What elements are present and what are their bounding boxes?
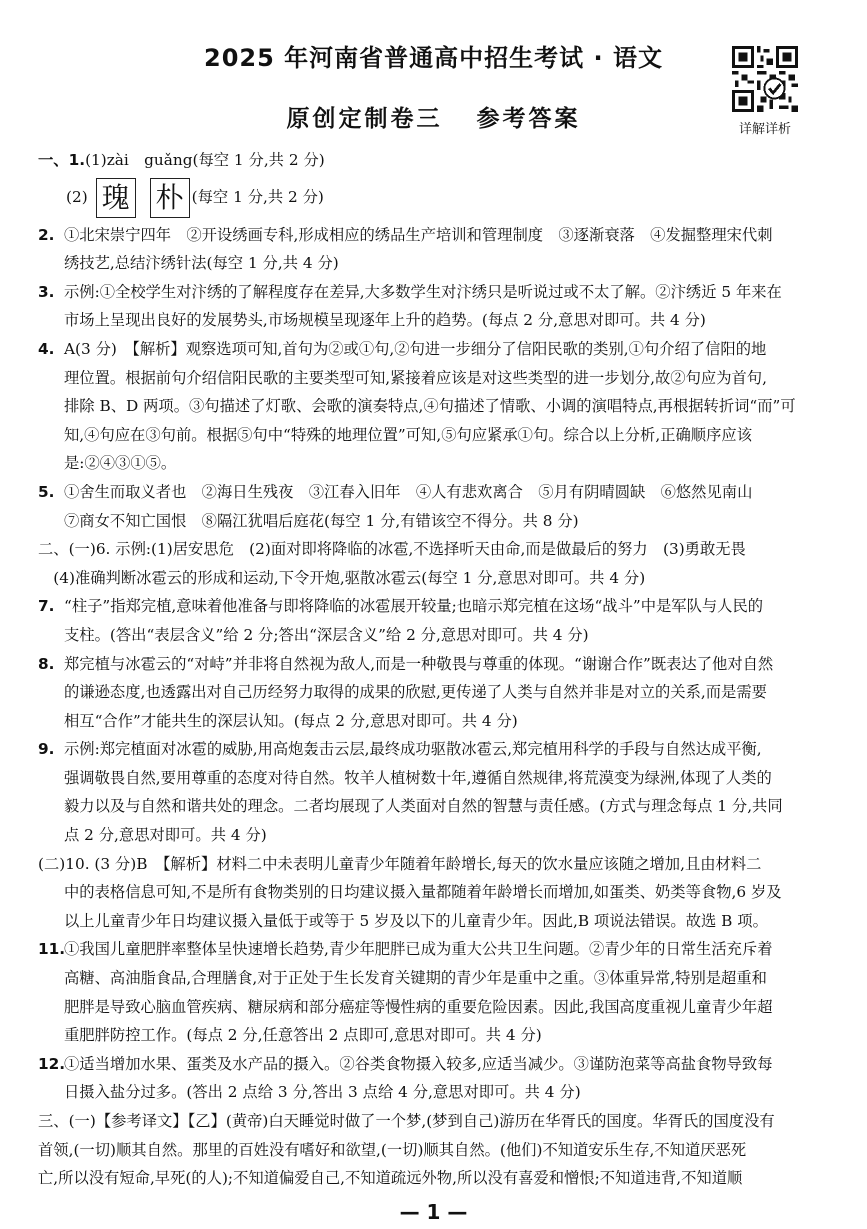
char-correction-row <box>38 175 810 221</box>
answer-line: 理位置。根据前句介绍信阳民歌的主要类型可知,紧接着应该是对这些类型的进一步划分,故②句应为首句, <box>64 368 767 387</box>
answer-line: 示例:①全校学生对汴绣的了解程度存在差异,大多数学生对汴绣只是听说过或不太了解。②汴绣近 5 年来在 <box>64 282 782 301</box>
answer-line: ①舍生而取义者也 ②海日生残夜 ③江春入旧年 ④人有悲欢离合 ⑤月有阴晴圆缺 ⑥悠然见南山 <box>64 482 753 501</box>
item-number: 一、1. <box>38 151 86 169</box>
answer-line: 首领,(一切)顺其自然。那里的百姓没有嗜好和欲望,(一切)顺其自然。(他们)不知道安乐生存,不知道厌恶死 <box>38 1140 747 1159</box>
paper-title-right: 参考答案 <box>476 106 581 132</box>
answer-item-3 <box>38 278 810 335</box>
answer-item-4 <box>38 335 810 478</box>
answer-item-1 <box>38 146 810 221</box>
item-number: 8. <box>38 654 55 673</box>
answer-line: 绣技艺,总结汴绣针法(每空 1 分,共 4 分) <box>64 254 339 273</box>
answer-line: 郑完植与冰雹云的“对峙”并非将自然视为敌人,而是一种敬畏与尊重的体现。“谢谢合作”既表达了他对自然 <box>64 654 774 673</box>
answer-line: 亡,所以没有短命,早死(的人);不知道偏爱自己,不知道疏远外物,所以没有喜爱和憎恨;不知道违背,不知道顺 <box>38 1169 743 1188</box>
answer-item-12 <box>38 1050 810 1107</box>
answer-line: 重肥胖防控工作。(每点 2 分,任意答出 2 点即可,意思对即可。共 4 分) <box>64 1026 542 1045</box>
answer-line: 三、(一)【参考译文】【乙】(黄帝)白天睡觉时做了一个梦,(梦到自己)游历在华胥氏的国度。华胥氏的国度没有 <box>38 1112 775 1130</box>
answer-line: 示例:郑完植面对冰雹的威胁,用高炮轰击云层,最终成功驱散冰雹云,郑完植用科学的手段与自然达成平衡, <box>64 740 762 759</box>
answer-line: ①适当增加水果、蛋类及水产品的摄入。②谷类食物摄入较多,应适当减少。③谨防泡菜等高盐食物导致每 <box>64 1054 773 1073</box>
answer-content <box>38 146 810 1193</box>
item-number: 12. <box>38 1054 66 1073</box>
answer-line: 支柱。(答出“表层含义”给 2 分;答出“深层含义”给 2 分,意思对即可。共 4 分) <box>64 625 589 644</box>
qr-caption: 详解详析 <box>738 122 791 137</box>
answer-line: 排除 B、D 两项。③句描述了灯歌、会歌的演奏特点,④句描述了情歌、小调的演唱特点,再根据转折词“而”可 <box>64 397 796 416</box>
item-number: 9. <box>38 740 55 759</box>
answer-line: 相互“合作”才能共生的深层认知。(每点 2 分,意思对即可。共 4 分) <box>64 711 518 730</box>
item-number: 2. <box>38 225 55 244</box>
answer-line: 是:②④③①⑤。 <box>64 454 177 473</box>
answer-line: (4)准确判断冰雹云的形成和运动,下令开炮,驱散冰雹云(每空 1 分,意思对即可。共 4 分) <box>38 568 646 587</box>
answer-line: (二)10. (3 分)B 【解析】材料二中未表明儿童青少年随着年龄增长,每天的饮水量应该随之增加,且由材料二 <box>38 854 762 873</box>
answer-line: “柱子”指郑完植,意味着他准备与即将降临的冰雹展开较量;也暗示郑完植在这场“战斗”中是军队与人民的 <box>64 597 764 616</box>
answer-line: 点 2 分,意思对即可。共 4 分) <box>64 826 267 845</box>
item-number: 4. <box>38 339 55 358</box>
answer-line: 强调敬畏自然,要用尊重的态度对待自然。牧羊人植树数十年,遵循自然规律,将荒漠变为绿洲,体现了人类的 <box>64 768 772 787</box>
answer-item-11 <box>38 935 810 1049</box>
answer-line: 日摄入盐分过多。(答出 2 点给 3 分,答出 3 点给 4 分,意思对即可。共 4 分) <box>64 1083 581 1102</box>
answer-line: 二、(一)6. 示例:(1)居安思危 (2)面对即将降临的冰雹,不选择听天由命,而是做最后的努力 (3)勇敢无畏 <box>38 540 746 559</box>
answer-item-9 <box>38 735 810 849</box>
answer-line: ⑦商女不知亡国恨 ⑧隔江犹唱后庭花(每空 1 分,有错该空不得分。共 8 分) <box>64 511 579 530</box>
answer-item-13 <box>38 1107 810 1193</box>
item-number: 5. <box>38 482 55 501</box>
answer-line: 肥胖是导致心脑血管疾病、糖尿病和部分癌症等慢性病的重要危险因素。因此,我国高度重视儿童青少年超 <box>64 997 773 1016</box>
paper-title-left: 原创定制卷三 <box>286 106 443 132</box>
char-box: 瑰 <box>96 178 136 218</box>
answer-line: 市场上呈现出良好的发展势头,市场规模呈现逐年上升的趋势。(每点 2 分,意思对即可。共 4 分) <box>64 311 706 330</box>
page-number: — 1 — <box>399 1200 468 1224</box>
answer-item-5 <box>38 478 810 535</box>
answer-item-7 <box>38 592 810 649</box>
answer-item-10 <box>38 850 810 936</box>
answer-line: 中的表格信息可知,不是所有食物类别的日均建议摄入量都随着年龄增长而增加,如蛋类、奶类等食物,6 岁及 <box>64 883 782 902</box>
score-note: (每空 1 分,共 2 分) <box>191 188 324 207</box>
answer-line: ①北宋崇宁四年 ②开设绣画专科,形成相应的绣品生产培训和管理制度 ③逐渐衰落 ④发掘整理宋代刺 <box>64 225 773 244</box>
answer-item-2 <box>38 221 810 278</box>
answer-item-8 <box>38 650 810 736</box>
answer-text: (1)zài guǎng(每空 1 分,共 2 分) <box>85 151 325 169</box>
item-number: 3. <box>38 282 55 301</box>
item-number: 7. <box>38 597 55 616</box>
answer-line: 高糖、高油脂食品,合理膳食,对于正处于生长发育关键期的青少年是重中之重。③体重异常,特别是超重和 <box>64 969 767 988</box>
exam-title: 2025 年河南省普通高中招生考试 · 语文 <box>204 44 663 72</box>
answer-item-6 <box>38 535 810 592</box>
answer-line: 以上儿童青少年日均建议摄入量低于或等于 5 岁及以下的儿童青少年。因此,B 项说法错误。故选 B 项。 <box>64 911 768 930</box>
answer-line: 知,④句应在③句前。根据⑤句中“特殊的地理位置”可知,⑤句应紧承①句。综合以上分析,正确顺序应该 <box>64 425 752 444</box>
answer-line: 的谦逊态度,也透露出对自己历经努力取得的成果的欣慰,更传递了人类与自然并非是对立的关系,而是需要 <box>64 683 767 702</box>
answer-line: 毅力以及与自然和谐共处的理念。二者均展现了人类面对自然的智慧与责任感。(方式与理念每点 1 分,共同 <box>64 797 783 816</box>
part-label: (2) <box>66 188 88 207</box>
char-box: 朴 <box>150 178 190 218</box>
answer-line: A(3 分) 【解析】观察选项可知,首句为②或①句,②句进一步细分了信阳民歌的类别,①句介绍了信阳的地 <box>64 339 767 358</box>
answer-line <box>38 146 810 175</box>
item-number: 11. <box>38 940 66 959</box>
answer-line: ①我国儿童肥胖率整体呈快速增长趋势,青少年肥胖已成为重大公共卫生问题。②青少年的日常生活充斥着 <box>64 940 773 959</box>
qr-code-icon[interactable] <box>732 46 798 112</box>
